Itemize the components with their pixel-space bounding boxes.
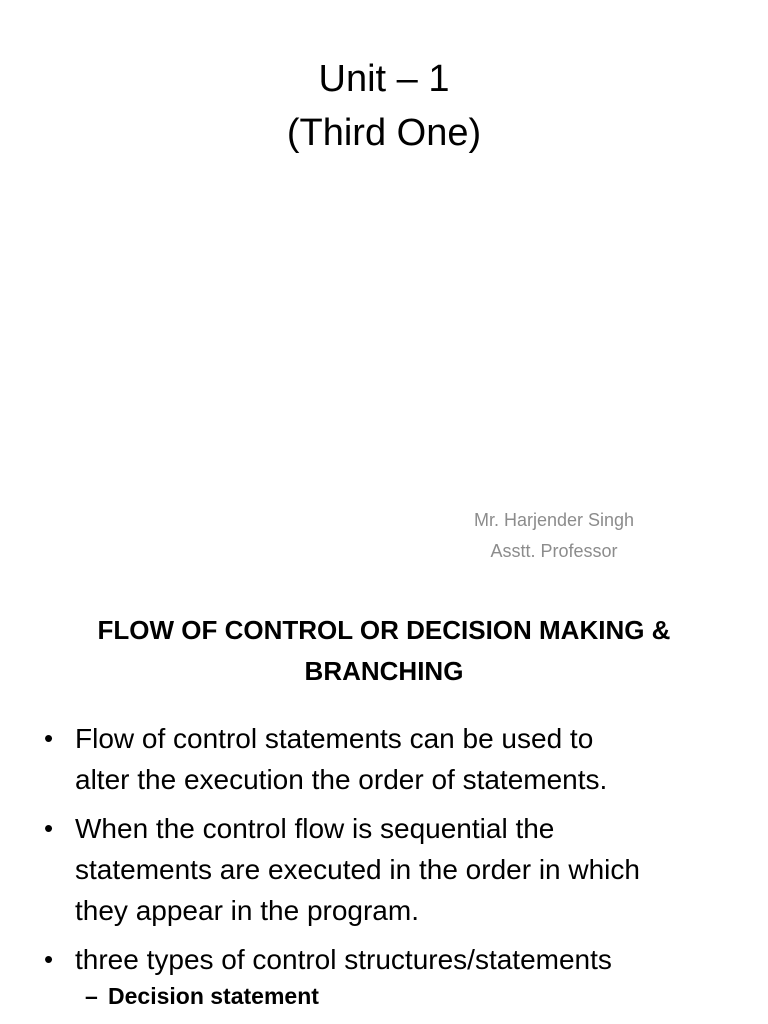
title-line-1: Unit – 1	[318, 58, 450, 100]
author-position: Asstt. Professor	[490, 541, 618, 561]
author-block	[384, 505, 724, 567]
bullet-text-line: three types of control structures/statements	[75, 944, 612, 975]
sub-bullet-item	[42, 980, 742, 1012]
bullet-text-line: alter the execution the order of statements.	[75, 764, 608, 795]
author-name: Mr. Harjender Singh	[473, 510, 635, 530]
section-heading-line-1: FLOW OF CONTROL OR DECISION MAKING &	[97, 615, 671, 645]
bullet-icon: •	[44, 813, 54, 843]
section-heading-line-2: BRANCHING	[304, 656, 464, 686]
bullet-text-line: they appear in the program.	[75, 895, 419, 926]
dash-icon: –	[85, 983, 98, 1009]
bullet-item	[42, 939, 742, 980]
bullet-text-line: Flow of control statements can be used to	[75, 723, 594, 754]
sub-bullet-text: Decision statement	[108, 983, 319, 1009]
bullet-list	[42, 718, 742, 1012]
bullet-text-line: statements are executed in the order in which	[75, 854, 640, 885]
bullet-icon: •	[44, 723, 54, 753]
bullet-item	[42, 808, 742, 931]
bullet-item	[42, 718, 742, 800]
bullet-text-line: When the control flow is sequential the	[75, 813, 555, 844]
title-line-2: (Third One)	[286, 112, 482, 154]
bullet-icon: •	[44, 944, 54, 974]
section-heading	[0, 610, 768, 692]
slide-title	[0, 52, 768, 160]
